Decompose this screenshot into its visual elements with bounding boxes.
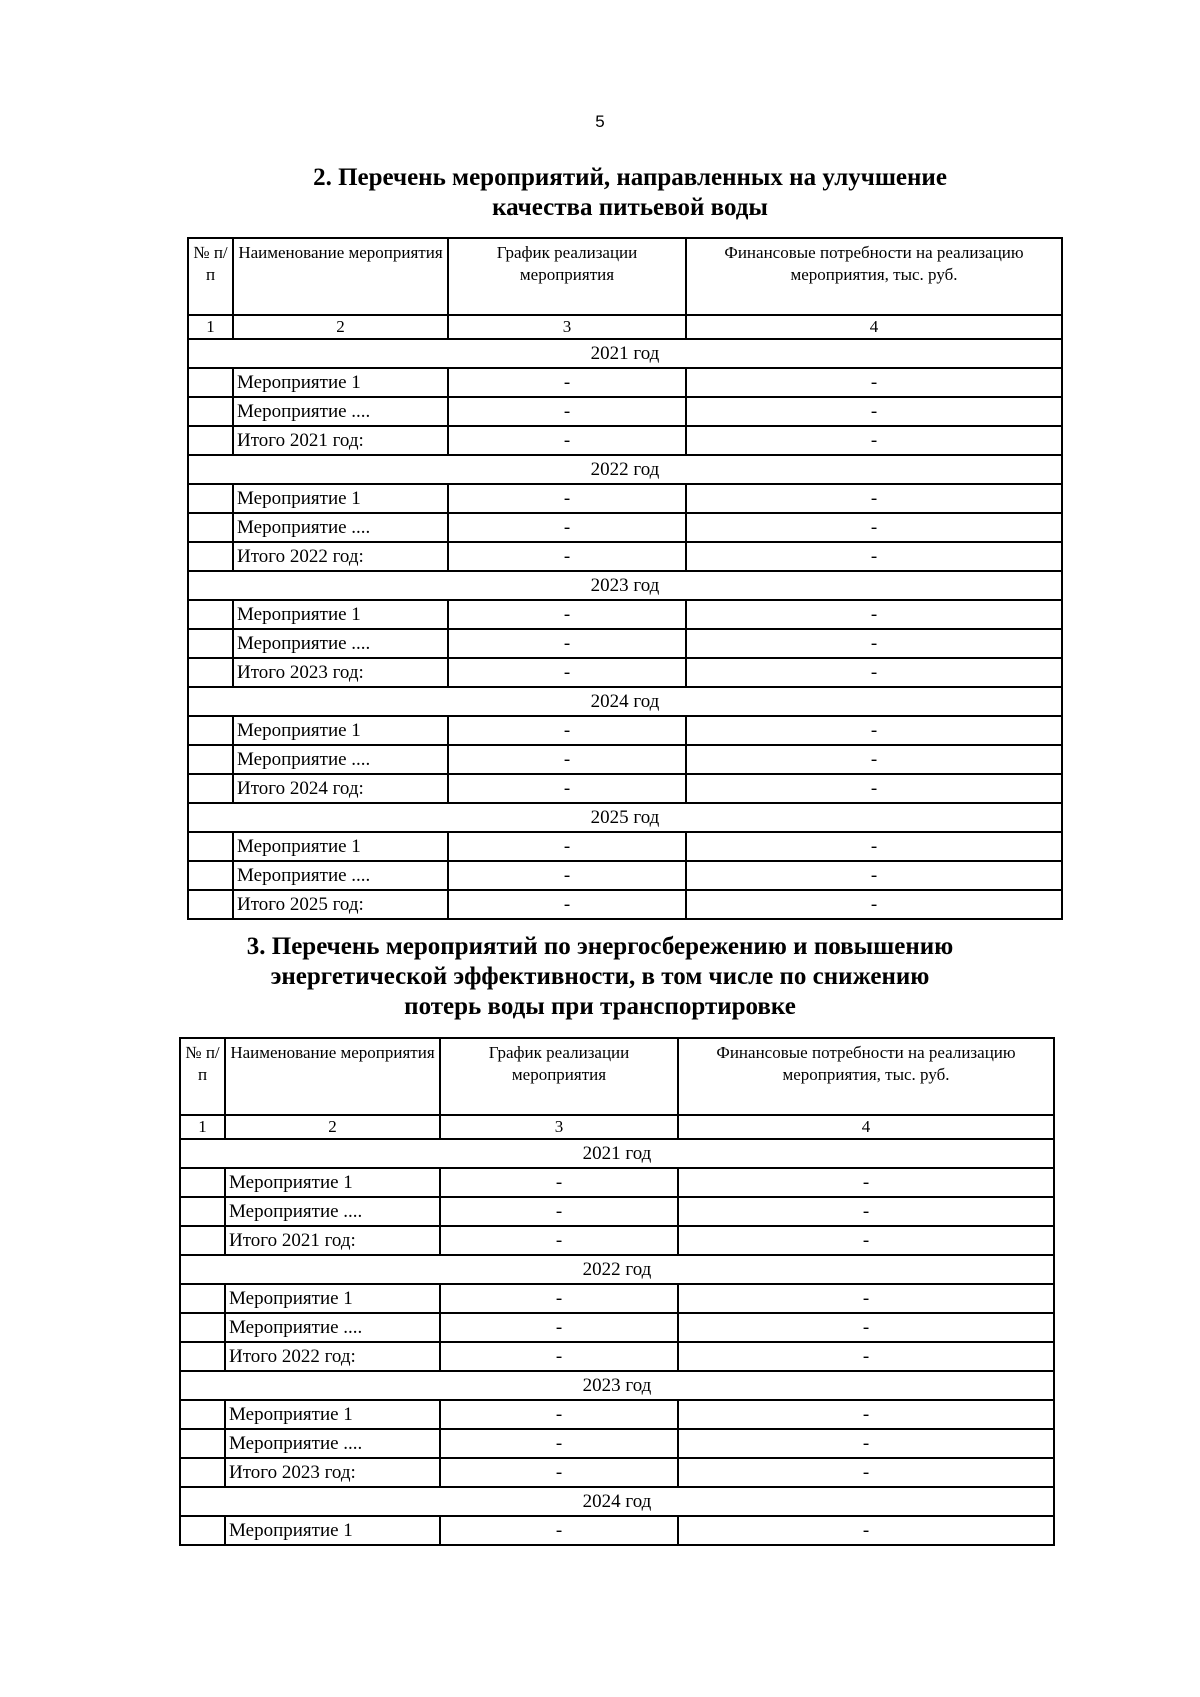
table-header-row: [180, 1038, 1054, 1115]
row-number-cell: [188, 513, 233, 542]
table-row: [188, 426, 1062, 455]
activity-name: Мероприятие 1: [225, 1400, 440, 1429]
column-number-row: [188, 315, 1062, 339]
activity-name: Итого 2021 год:: [233, 426, 448, 455]
finance-cell: -: [678, 1226, 1054, 1255]
page-number: 5: [595, 112, 605, 131]
finance-cell: -: [686, 397, 1062, 426]
finance-cell: -: [678, 1313, 1054, 1342]
section-2-title-line: качества питьевой воды: [492, 194, 768, 221]
row-number-cell: [188, 890, 233, 919]
row-number-cell: [180, 1197, 225, 1226]
finance-cell: -: [678, 1197, 1054, 1226]
column-number-cell: 1: [188, 315, 233, 339]
finance-cell: -: [686, 629, 1062, 658]
column-number-cell: 1: [180, 1115, 225, 1139]
row-number-cell: [188, 600, 233, 629]
column-number-cell: 4: [686, 315, 1062, 339]
table-row: [180, 1313, 1054, 1342]
section-3-title: [140, 932, 1060, 1022]
year-row: [188, 455, 1062, 484]
activity-name: Мероприятие ....: [233, 397, 448, 426]
year-label: 2021 год: [188, 339, 1062, 368]
header-cell: № п/п: [180, 1038, 225, 1115]
section-3-title-line: потерь воды при транспортировке: [404, 993, 796, 1020]
row-number-cell: [180, 1226, 225, 1255]
finance-cell: -: [678, 1458, 1054, 1487]
table-row: [180, 1400, 1054, 1429]
schedule-cell: -: [440, 1342, 678, 1371]
schedule-cell: -: [440, 1313, 678, 1342]
activity-name: Мероприятие ....: [233, 745, 448, 774]
column-number-cell: 2: [233, 315, 448, 339]
row-number-cell: [180, 1429, 225, 1458]
row-number-cell: [188, 426, 233, 455]
schedule-cell: -: [440, 1458, 678, 1487]
year-label: 2025 год: [188, 803, 1062, 832]
table-row: [188, 774, 1062, 803]
finance-cell: -: [686, 484, 1062, 513]
table-row: [180, 1284, 1054, 1313]
activity-name: Мероприятие ....: [225, 1313, 440, 1342]
finance-cell: -: [678, 1400, 1054, 1429]
activity-name: Мероприятие 1: [225, 1168, 440, 1197]
table-row: [188, 542, 1062, 571]
schedule-cell: -: [448, 774, 686, 803]
table-row: [180, 1168, 1054, 1197]
table-row: [180, 1429, 1054, 1458]
year-label: 2024 год: [188, 687, 1062, 716]
table-row: [188, 861, 1062, 890]
header-cell: График реализации мероприятия: [440, 1038, 678, 1115]
table-row: [180, 1458, 1054, 1487]
column-number-cell: 3: [448, 315, 686, 339]
row-number-cell: [180, 1313, 225, 1342]
finance-cell: -: [678, 1284, 1054, 1313]
schedule-cell: -: [440, 1168, 678, 1197]
activity-name: Итого 2021 год:: [225, 1226, 440, 1255]
finance-cell: -: [686, 716, 1062, 745]
column-number-row: [180, 1115, 1054, 1139]
section-3-title-line: 3. Перечень мероприятий по энергосбережению и повышению: [246, 933, 954, 960]
table-row: [188, 890, 1062, 919]
activity-name: Мероприятие 1: [233, 600, 448, 629]
finance-cell: -: [678, 1429, 1054, 1458]
row-number-cell: [188, 745, 233, 774]
table-row: [180, 1197, 1054, 1226]
table-row: [188, 513, 1062, 542]
schedule-cell: -: [448, 426, 686, 455]
finance-cell: -: [686, 368, 1062, 397]
activity-name: Итого 2024 год:: [233, 774, 448, 803]
activity-name: Мероприятие 1: [225, 1516, 440, 1545]
schedule-cell: -: [448, 397, 686, 426]
row-number-cell: [180, 1342, 225, 1371]
finance-cell: -: [686, 658, 1062, 687]
table-row: [188, 484, 1062, 513]
schedule-cell: -: [440, 1516, 678, 1545]
finance-cell: -: [686, 861, 1062, 890]
column-number-cell: 4: [678, 1115, 1054, 1139]
row-number-cell: [180, 1458, 225, 1487]
year-label: 2021 год: [180, 1139, 1054, 1168]
table-row: [188, 600, 1062, 629]
table-row: [188, 832, 1062, 861]
row-number-cell: [188, 368, 233, 397]
header-cell: Финансовые потребности на реализацию мероприятия, тыс. руб.: [686, 238, 1062, 315]
schedule-cell: -: [448, 484, 686, 513]
row-number-cell: [180, 1516, 225, 1545]
schedule-cell: -: [448, 542, 686, 571]
year-row: [188, 571, 1062, 600]
column-number-cell: 2: [225, 1115, 440, 1139]
section-2-title: [190, 163, 1070, 223]
row-number-cell: [188, 774, 233, 803]
row-number-cell: [180, 1168, 225, 1197]
finance-cell: -: [678, 1168, 1054, 1197]
section-2-table: [187, 237, 1063, 920]
schedule-cell: -: [440, 1226, 678, 1255]
activity-name: Мероприятие 1: [233, 716, 448, 745]
row-number-cell: [188, 832, 233, 861]
year-row: [188, 339, 1062, 368]
year-label: 2022 год: [188, 455, 1062, 484]
finance-cell: -: [686, 774, 1062, 803]
row-number-cell: [180, 1284, 225, 1313]
row-number-cell: [180, 1400, 225, 1429]
table-row: [180, 1226, 1054, 1255]
schedule-cell: -: [448, 832, 686, 861]
row-number-cell: [188, 484, 233, 513]
finance-cell: -: [686, 600, 1062, 629]
activity-name: Мероприятие ....: [233, 861, 448, 890]
year-label: 2023 год: [180, 1371, 1054, 1400]
activity-name: Итого 2023 год:: [233, 658, 448, 687]
section-3-title-line: энергетической эффективности, в том числе по снижению: [270, 963, 930, 990]
row-number-cell: [188, 629, 233, 658]
schedule-cell: -: [440, 1197, 678, 1226]
schedule-cell: -: [448, 861, 686, 890]
header-cell: № п/п: [188, 238, 233, 315]
year-row: [180, 1487, 1054, 1516]
schedule-cell: -: [448, 513, 686, 542]
schedule-cell: -: [440, 1284, 678, 1313]
header-cell: Наименование мероприятия: [233, 238, 448, 315]
table-row: [188, 397, 1062, 426]
schedule-cell: -: [448, 368, 686, 397]
year-row: [188, 687, 1062, 716]
schedule-cell: -: [440, 1429, 678, 1458]
year-label: 2022 год: [180, 1255, 1054, 1284]
finance-cell: -: [678, 1342, 1054, 1371]
activity-name: Мероприятие 1: [225, 1284, 440, 1313]
table-row: [188, 629, 1062, 658]
schedule-cell: -: [448, 890, 686, 919]
table-row: [188, 658, 1062, 687]
schedule-cell: -: [448, 629, 686, 658]
row-number-cell: [188, 658, 233, 687]
table-row: [180, 1516, 1054, 1545]
finance-cell: -: [686, 426, 1062, 455]
table-header-row: [188, 238, 1062, 315]
header-cell: Наименование мероприятия: [225, 1038, 440, 1115]
year-row: [180, 1139, 1054, 1168]
year-row: [180, 1255, 1054, 1284]
activity-name: Мероприятие ....: [233, 513, 448, 542]
schedule-cell: -: [440, 1400, 678, 1429]
section-2-title-line: 2. Перечень мероприятий, направленных на улучшение: [313, 164, 947, 191]
finance-cell: -: [686, 832, 1062, 861]
year-row: [188, 803, 1062, 832]
activity-name: Итого 2022 год:: [233, 542, 448, 571]
schedule-cell: -: [448, 600, 686, 629]
schedule-cell: -: [448, 745, 686, 774]
header-cell: График реализации мероприятия: [448, 238, 686, 315]
schedule-cell: -: [448, 658, 686, 687]
finance-cell: -: [686, 745, 1062, 774]
finance-cell: -: [686, 542, 1062, 571]
table-row: [188, 745, 1062, 774]
activity-name: Итого 2022 год:: [225, 1342, 440, 1371]
finance-cell: -: [678, 1516, 1054, 1545]
row-number-cell: [188, 542, 233, 571]
table-row: [180, 1342, 1054, 1371]
row-number-cell: [188, 861, 233, 890]
finance-cell: -: [686, 890, 1062, 919]
finance-cell: -: [686, 513, 1062, 542]
table-row: [188, 368, 1062, 397]
activity-name: Мероприятие 1: [233, 484, 448, 513]
row-number-cell: [188, 716, 233, 745]
header-cell: Финансовые потребности на реализацию мероприятия, тыс. руб.: [678, 1038, 1054, 1115]
year-label: 2023 год: [188, 571, 1062, 600]
activity-name: Мероприятие ....: [233, 629, 448, 658]
year-row: [180, 1371, 1054, 1400]
year-label: 2024 год: [180, 1487, 1054, 1516]
schedule-cell: -: [448, 716, 686, 745]
column-number-cell: 3: [440, 1115, 678, 1139]
section-3-table: [179, 1037, 1055, 1546]
activity-name: Мероприятие ....: [225, 1197, 440, 1226]
activity-name: Мероприятие 1: [233, 368, 448, 397]
activity-name: Итого 2023 год:: [225, 1458, 440, 1487]
activity-name: Мероприятие ....: [225, 1429, 440, 1458]
row-number-cell: [188, 397, 233, 426]
activity-name: Итого 2025 год:: [233, 890, 448, 919]
activity-name: Мероприятие 1: [233, 832, 448, 861]
table-row: [188, 716, 1062, 745]
